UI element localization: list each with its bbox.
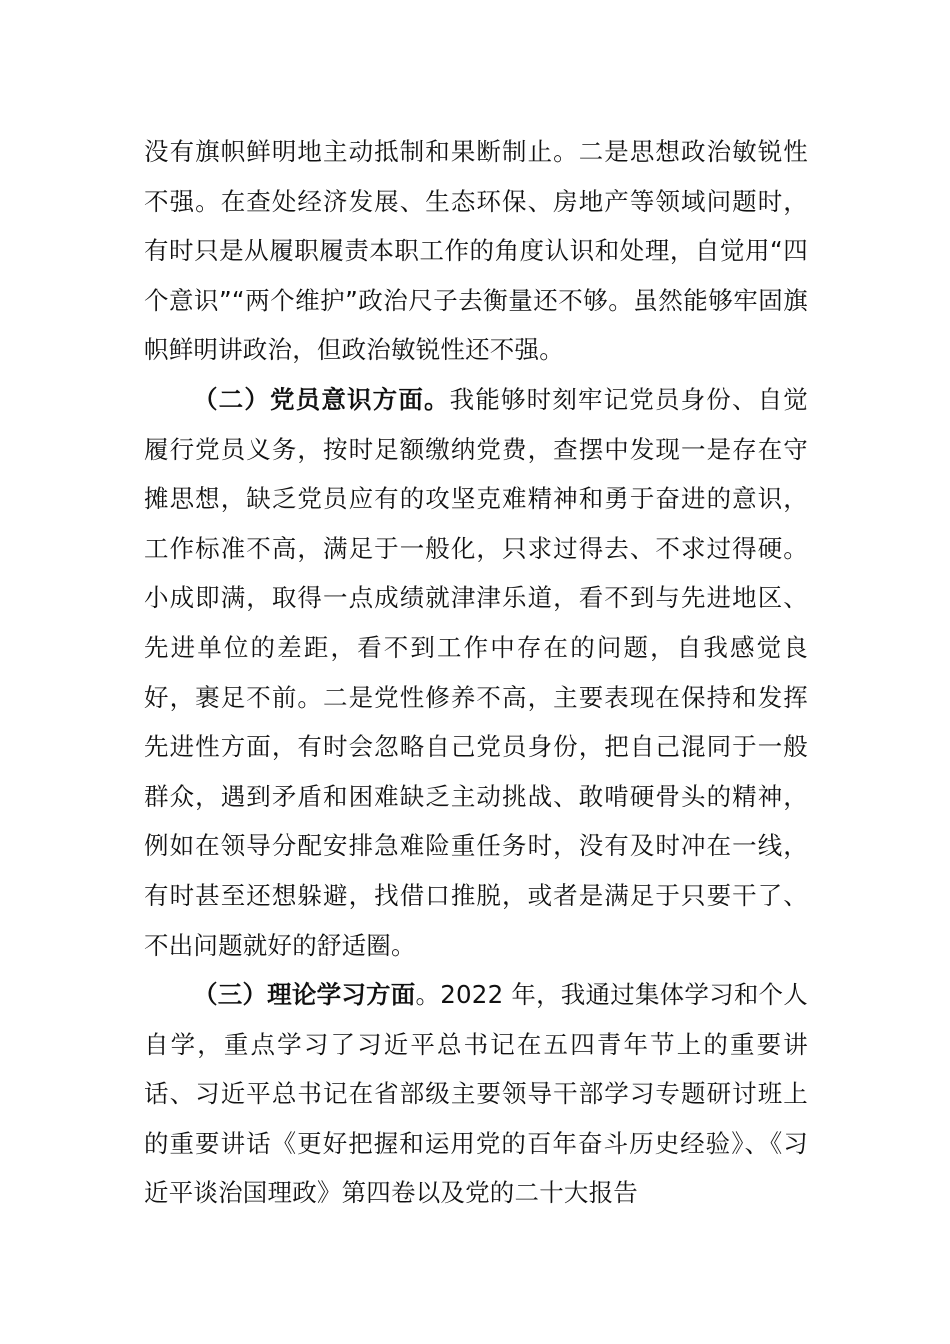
paragraph-text: 没有旗帜鲜明地主动抵制和果断制止。二是思想政治敏锐性不强。在查处经济发展、生态环保、房地产等领域问题时，有时只是从履职履责本职工作的角度认识和处理，自觉用“四个意识”“两个维护”政治尺子去衡量还不够。虽然能够牢固旗帜鲜明讲政治，但政治敏锐性还不强。: [144, 137, 808, 365]
paragraph-text: 我能够时刻牢记党员身份、自觉履行党员义务，按时足额缴纳党费，查摆中发现一是存在守摊思想，缺乏党员应有的攻坚克难精神和勇于奋进的意识，工作标准不高，满足于一般化，只求过得去、不求过得硬。小成即满，取得一点成绩就津津乐道，看不到与先进地区、先进单位的差距，看不到工作中存在的问题，自我感觉良好，裹足不前。二是党性修养不高，主要表现在保持和发挥先进性方面，有时会忽略自己党员身份，把自己混同于一般群众，遇到矛盾和困难缺乏主动挑战、敢啃硬骨头的精神，例如在领导分配安排急难险重任务时，没有及时冲在一线，有时甚至还想躲避，找借口推脱，或者是满足于只要干了、不出问题就好的舒适圈。: [144, 384, 808, 960]
paragraph-theory-study: [144, 970, 808, 1218]
paragraph-party-member-awareness: [144, 375, 808, 970]
section-heading-party-member-awareness: （二）党员意识方面。: [193, 384, 450, 414]
section-heading-theory-study: （三）理论学习方面: [193, 980, 416, 1010]
paragraph-text: 。2022 年，我通过集体学习和个人自学，重点学习了习近平总书记在五四青年节上的重要讲话、习近平总书记在省部级主要领导干部学习专题研讨班上的重要讲话《更好把握和运用党的百年奋斗历史经验》、《习近平谈治国理政》第四卷以及党的二十大报告: [144, 980, 808, 1208]
paragraph-continuation: [144, 127, 808, 375]
document-body: [144, 127, 808, 1218]
